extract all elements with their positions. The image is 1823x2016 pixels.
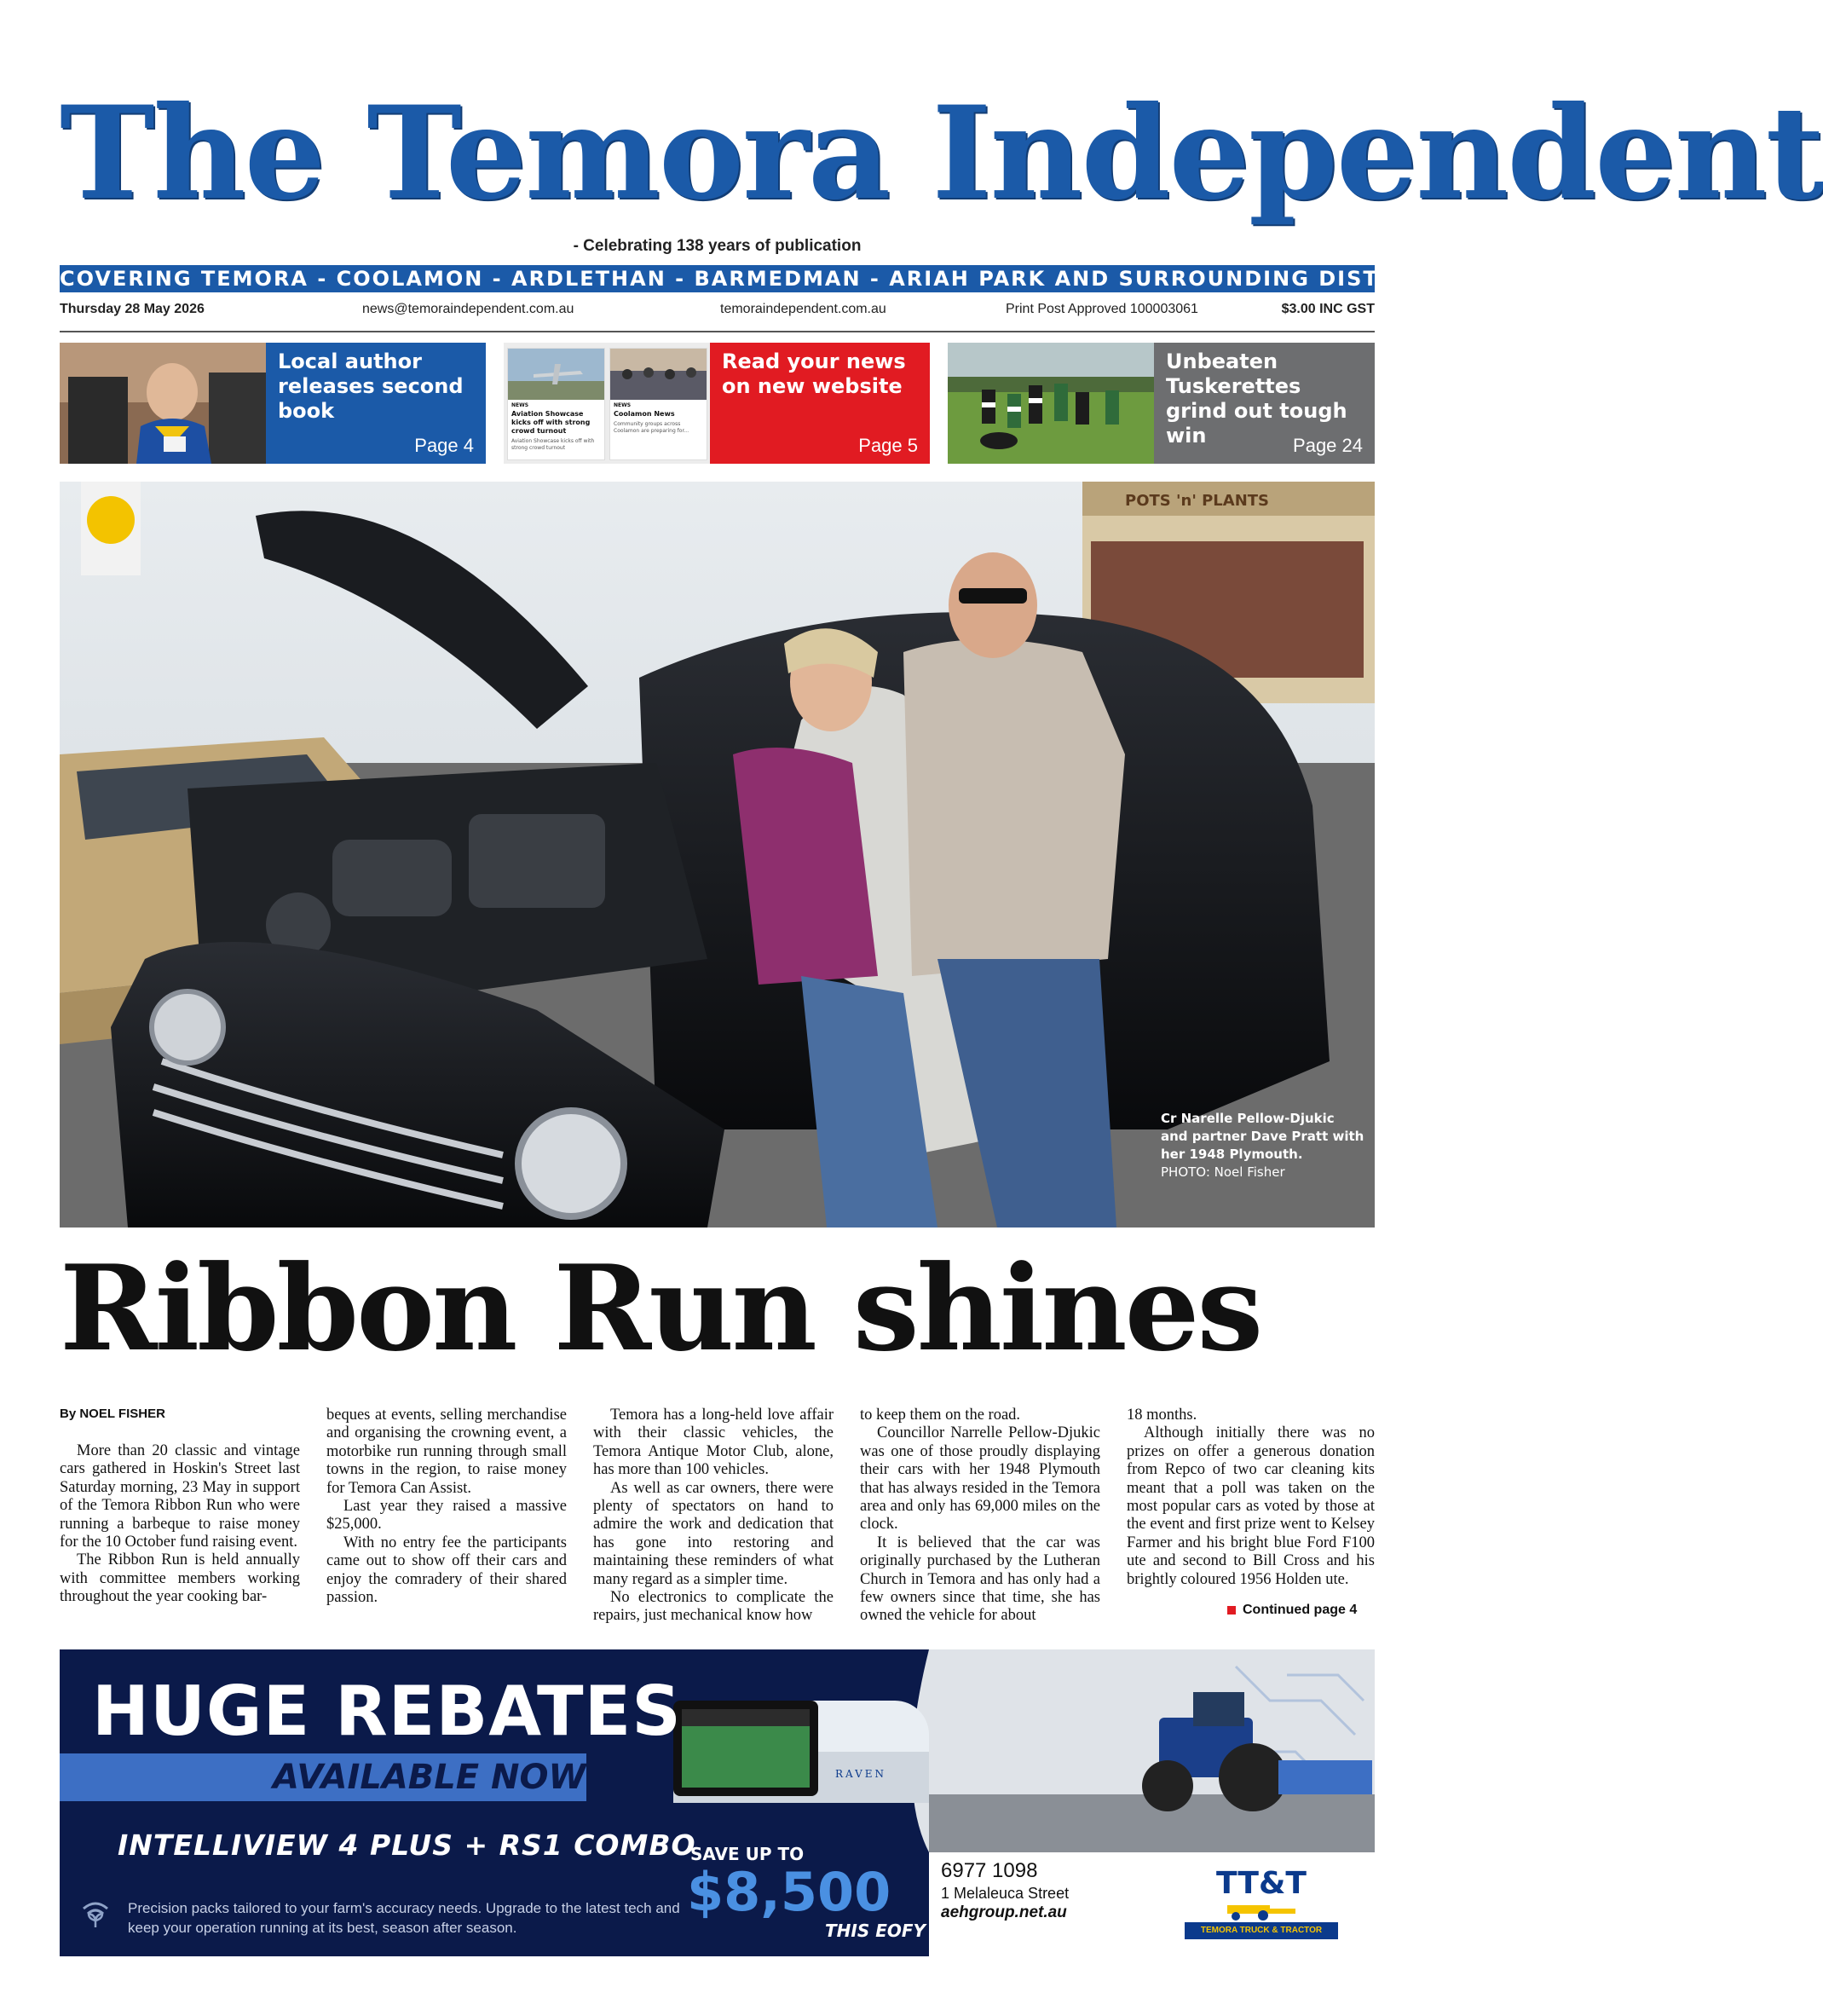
teaser-page-ref: Page 5 [858,435,918,456]
device-brand: RAVEN [835,1768,887,1780]
cover-price: $3.00 INC GST [1281,302,1375,316]
tt-and-t-logo [1185,1863,1338,1946]
caption-text: Cr Narelle Pellow-Djukic and partner Dave Pratt with her 1948 Plymouth. [1161,1111,1364,1162]
article-column-4 [860,1407,1100,1626]
article-paragraph: to keep them on the road. [860,1407,1021,1424]
teaser-tuskerettes[interactable] [948,343,1375,464]
thumb-card-title: Coolamon News [614,410,675,418]
article-paragraph: beques at events, selling merchandise and organising the crowning event, a motorbike run running through small towns in the region, to raise money for Temora Can Assist. [326,1407,567,1497]
continued-link[interactable] [1227,1603,1357,1618]
thumb-card-coolamon [609,348,707,460]
logo-subtitle: TEMORA TRUCK & TRACTOR [1185,1922,1338,1939]
advert-period: THIS EOFY [825,1921,926,1941]
advert-contact-panel [929,1852,1375,1956]
teaser-local-author[interactable] [60,343,486,464]
teaser-new-website[interactable] [504,343,930,464]
article-paragraph: The Ribbon Run is held annually with committee members working throughout the year cooking bar- [60,1551,300,1606]
teaser-panel [710,343,930,464]
dateline [60,300,1375,322]
thumb-card-label: NEWS [511,402,529,408]
teaser-panel [1154,343,1375,464]
advert-product: INTELLIVIEW 4 PLUS + RS1 COMBO [118,1828,696,1862]
article-paragraph: As well as car owners, there were plenty of spectators on hand to admire the work and dedication that has gone into restoring and maintaining these reminders of what many regard as a simpler time. [593,1479,834,1588]
article-column-1 [60,1442,300,1607]
advert-amount: $8,500 [687,1861,891,1923]
shop-sign: POTS 'n' PLANTS [1125,492,1270,510]
thumb-card-text: Community groups across Coolamon are preparing for... [614,421,689,434]
teaser-page-ref: Page 24 [1293,435,1363,456]
thumb-card-title: Aviation Showcase kicks off with strong crowd turnout [511,410,591,435]
advert-blurb: Precision packs tailored to your farm's accuracy needs. Upgrade to the latest tech and keep your operation running at its best, season after season. [128,1900,680,1936]
article-column-2 [326,1407,567,1607]
tractor-icon [1219,1902,1304,1921]
teaser-website-thumbnail [504,343,710,464]
thumb-card-label: NEWS [614,402,632,408]
advert-phone[interactable]: 6977 1098 [941,1859,1038,1882]
website-url: temoraindependent.com.au [720,302,886,316]
advert[interactable] [60,1649,1375,1956]
contact-email: news@temoraindependent.com.au [362,302,574,316]
logo-mark: TT&T [1216,1866,1307,1901]
teaser-headline: Unbeaten Tuskerettes grind out tough win [1166,349,1347,448]
byline: By NOEL FISHER [60,1407,165,1421]
article-paragraph: No electronics to complicate the repairs, just mechanical know how [593,1589,834,1625]
photo-caption [1161,1110,1365,1181]
signal-plant-icon [78,1897,112,1931]
teaser-photo-rugby [948,343,1154,464]
lead-headline: Ribbon Run shines [60,1239,1261,1378]
issue-date: Thursday 28 May 2026 [60,302,205,316]
teaser-page-ref: Page 4 [414,435,474,456]
teaser-photo-author [60,343,266,464]
advert-save-label: SAVE UP TO [690,1844,805,1864]
teaser-headline: Local author releases second book [278,349,464,423]
teaser-panel [266,343,486,464]
advert-website[interactable]: aehgroup.net.au [941,1903,1067,1921]
print-post-number: Print Post Approved 100003061 [1006,302,1198,316]
region-bar: COVERING TEMORA - COOLAMON - ARDLETHAN - BARMEDMAN - ARIAH PARK AND SURROUNDING DISTRICTS [60,267,1455,291]
article-paragraph: 18 months. [1127,1407,1197,1424]
advert-title: HUGE REBATES [92,1672,682,1751]
article-paragraph: Councillor Narrelle Pellow-Djukic was one of those proudly displaying their cars with her 1948 Plymouth that has always resided in the Temora area and only has 69,000 miles on the clock. [860,1424,1100,1534]
tagline: - Celebrating 138 years of publication [573,237,862,255]
article-paragraph: Temora has a long-held love affair with their classic vehicles, the Temora Antique Motor Club, alone, has more than 100 vehicles. [593,1407,834,1479]
masthead-title: The Temora Independent [60,78,1823,228]
article-paragraph: More than 20 classic and vintage cars gathered in Hoskin's Street last Saturday morning, 23 May in support of the Temora Ribbon Run who were running a barbeque to raise money for the 10 October fund raising event. [60,1442,300,1551]
article-paragraph: It is believed that the car was originally purchased by the Lutheran Church in Temora and has only had a few owners since that time, she has owned the vehicle for about [860,1534,1100,1625]
article-paragraph: Although initially there was no prizes on offer a generous donation from Repco of two car cleaning kits meant that a poll was taken on the most popular cars as voted by those at the event and first prize went to Kelsey Farmer and his bright blue Ford F100 ute and second to Bill Cross and his brightly coloured 1956 Holden ute. [1127,1424,1375,1588]
photo-credit: PHOTO: Noel Fisher [1161,1164,1285,1180]
advert-street: 1 Melaleuca Street [941,1885,1070,1902]
article-column-5 [1127,1407,1375,1589]
article-column-3 [593,1407,834,1626]
article-paragraph: With no entry fee the participants came out to show off their cars and enjoy the comradery of their shared passion. [326,1534,567,1607]
advert-subtitle: AVAILABLE NOW [273,1758,586,1797]
continued-label: Continued page 4 [1243,1603,1358,1617]
red-square-icon [1227,1606,1236,1615]
thumb-card-aviation [507,348,605,460]
teaser-headline: Read your news on new website [722,349,906,398]
header-rule [60,331,1375,332]
article-paragraph: Last year they raised a massive $25,000. [326,1498,567,1534]
thumb-card-text: Aviation Showcase kicks off with strong crowd turnout [511,438,595,451]
